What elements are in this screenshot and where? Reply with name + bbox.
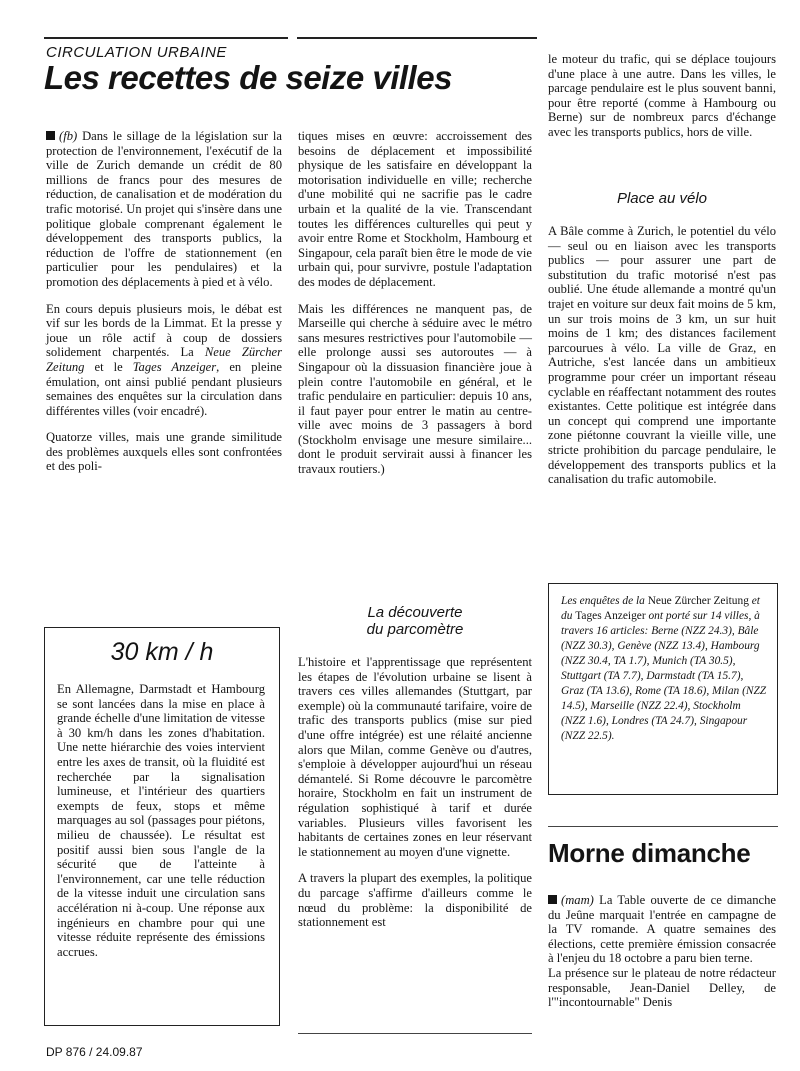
article-paragraph: A Bâle comme à Zurich, le potentiel du vélo — seul ou en liaison avec les transports publics — pour assurer une part de substitution du trafic motorisé n'est pas oublié. Une étude allemande a montré qu'un trajet en voiture sur deux fait moins de 5 km, un sur trois moins de 3 km, un sur huit moins de 1 km; des distances facilement parcourues à vélo. La ville de Graz, en Autriche, s'est lancée dans un ambitieux programme pour créer un important réseau cyclable en réaffectant notamment des routes existantes. Cette politique est intégrée dans un concept qui comprend une importante zone piétonne couvrant la vieille ville, une stricte prohibition du parcage pendulaire, le développement des transports publics et la canalisation du trafic automobile. xyxy=(548,224,776,487)
article-column-1 xyxy=(46,129,282,486)
newspaper-name: Neue Zürcher Zeitung xyxy=(46,345,282,374)
article-paragraph: Mais les différences ne manquent pas, de Marseille qui cherche à séduire avec le métro sans mesures restrictives pour l'automobile — elle prolonge aussi ses autoroutes — à Singapour où la dissuasion financière joue à plein contre l'automobile en général, et le trafic pendulaire en particulier: depuis 10 ans, il faut payer pour entrer le matin au centre-ville avec moins de 3 passagers à bord (Stockholm envisage une mesure similaire... dont le produit servirait aussi à financer les travaux routiers.) xyxy=(298,301,532,477)
article-paragraph xyxy=(548,893,776,966)
paragraph-marker-icon xyxy=(548,895,557,904)
sidebar-enquetes-text xyxy=(561,594,767,744)
paragraph-marker-icon xyxy=(46,131,55,140)
article-paragraph: Quatorze villes, mais une grande similitude des problèmes auxquels elles sont confrontées et des poli- xyxy=(46,430,282,474)
sidebar-text: et du xyxy=(561,595,760,622)
article-paragraph xyxy=(46,302,282,419)
morne-article xyxy=(548,893,776,1022)
subhead-line: du parcomètre xyxy=(366,621,464,638)
article-paragraph: le moteur du trafic, qui se déplace toujours d'une place à une autre. Dans les villes, le parcage pendulaire est le plus souvent banni, pour être reporté (comme à Hambourg ou Berne) sur de nombreux parcs d'échange avec les transports publics, hors de ville. xyxy=(548,52,776,139)
subhead-parcometre xyxy=(298,604,532,638)
article-column-3 xyxy=(548,52,776,152)
newspaper-name: Neue Zürcher Zeitung xyxy=(647,595,749,607)
morne-title: Morne dimanche xyxy=(548,838,751,868)
article-paragraph: L'histoire et l'apprentissage que représentent les étapes de l'évolution urbaine se lisent à travers ces villes allemandes (Stuttgart, par exemple) où la communauté tarifaire, voire de trafic des transports publics (mise sur pied d'une offre intégrée) est une rélaité ancienne alors que Milan, comme Genève ou d'autres, s'emploie à développer aujourd'hui un réseau démantelé. Si Rome découvre le parcomètre horaire, Stockholm en fait un instrument de régulation sophistiqué à tarif et durée variables. Plusieurs villes favorisent les habitants de certaines zones en leur réservant le stationnement au moyen d'une vignette. xyxy=(298,655,532,859)
author-initials: (fb) xyxy=(59,129,78,143)
article-column-2-continued xyxy=(298,655,532,942)
article-paragraph: A travers la plupart des exemples, la politique du parcage s'affirme d'ailleurs comme le nœud du problème: la disponibilité de stationnement est xyxy=(298,871,532,930)
page-footer: DP 876 / 24.09.87 xyxy=(46,1045,143,1059)
page-title: Les recettes de seize villes xyxy=(44,59,452,96)
article-paragraph: tiques mises en œuvre: accroissement des besoins de déplacement et impossibilité physique de les satisfaire en développant la motorisation individuelle en ville; recherche d'une mobilité qui ne sacrifie pas le cadre urbain et la qualité de la vie. Transcendant toutes les différences culturelles qui peut y avoir entre Rome et Stockholm, Hambourg et Singapour, cela paraît bien être le mode de vie urbain qui, pour survivre, postule l'adaptation des modes de déplacement. xyxy=(298,129,532,289)
top-rule-left xyxy=(44,37,288,39)
top-rule-middle xyxy=(297,37,537,39)
newspaper-name: Tages Anzeiger xyxy=(132,359,217,374)
sidebar-text: En Allemagne, Darmstadt et Hambourg se sont lancées dans la mise en place à grande échelle d'une limitation de vitesse à 30 km/h dans les zones d'habitation. Une nette hiérarchie des voies intervient entre les axes de transit, où la fluidité est recherchée par la signalisation lumineuse, et l'intérieur des quartiers exempts de feux, stops et même marquages au sol (passages pour piétons, milieu de chaussée). Le résultat est positif aussi bien sous l'angle de la sécurité que de l'atteinte à l'environnement, car une telle réduction de la vitesse induit une circulation sans accélération ni à-coup. Une réponse aux ingénieurs en chambre pour qui une vitesse réduite représente des émissions accrues. xyxy=(57,682,265,959)
article-column-2 xyxy=(298,129,532,489)
paragraph-text: , en pleine émulation, ont ainsi publié pendant plusieurs semaines des enquêtes sur la circulation dans différentes villes (voir encadré). xyxy=(46,359,282,418)
kicker: CIRCULATION URBAINE xyxy=(46,44,227,61)
author-initials: (mam) xyxy=(561,893,594,907)
paragraph-text: et le xyxy=(84,359,133,374)
sidebar-text: Les enquêtes de la xyxy=(561,595,648,607)
paragraph-text: Dans le sillage de la législation sur la protection de l'environnement, l'exécutif de la ville de Zurich demande un crédit de 80 millions de francs pour des mesures de réduction, de canalisation et de modération du trafic motorisé. Un projet qui s'insère dans une politique globale comprenant également le développement des transports publics, la réduction de l'offre de stationnement (en particulier pour les pendulaires) et la promotion des déplacements à pied et à vélo. xyxy=(46,129,282,289)
sidebar-enquetes xyxy=(548,583,778,795)
paragraph-text: La Table ouverte de ce dimanche du Jeûne marquait l'entrée en campagne de la TV romande. A quatre semaines des élections, cette première émission consacrée à l'enjeu du 18 octobre a paru bien terne. xyxy=(548,893,776,966)
subhead-velo: Place au vélo xyxy=(616,190,708,207)
article-column-3-continued xyxy=(548,224,776,499)
sidebar-title: 30 km / h xyxy=(110,638,214,666)
newspaper-name: Tages Anzeiger xyxy=(575,610,646,622)
sidebar-text: ont porté sur 14 villes, à travers 16 articles: xyxy=(561,610,760,637)
article-paragraph: La présence sur le plateau de notre rédacteur responsable, Jean-Daniel Delley, de l'"incontournable" Denis xyxy=(548,965,776,1010)
article-list: Berne (NZZ 24.3), Bâle (NZZ 30.3), Genève (NZZ 13.4), Hambourg (NZZ 30.4, TA 1.7), Munich (TA 30.5), Stuttgart (TA 7.7), Darmstadt (TA 15.7), Graz (TA 13.6), Rome (TA 18.6), Milan (NZZ 14.5), Marseille (NZZ 22.4), Stockholm (NZZ 1.6), Londres (TA 24.7), Singapour (NZZ 22.5). xyxy=(561,625,767,742)
sidebar-30kmh xyxy=(44,627,280,1026)
paragraph-text: En cours depuis plusieurs mois, le débat est vif sur les bords de la Limmat. Et la presse y joue un rôle actif à coup de dossiers solidement charpentés. La xyxy=(46,301,282,360)
morne-rule xyxy=(548,826,778,827)
column-2-bottom-rule xyxy=(298,1033,532,1034)
article-paragraph xyxy=(46,129,282,290)
subhead-line: La découverte xyxy=(367,604,463,621)
